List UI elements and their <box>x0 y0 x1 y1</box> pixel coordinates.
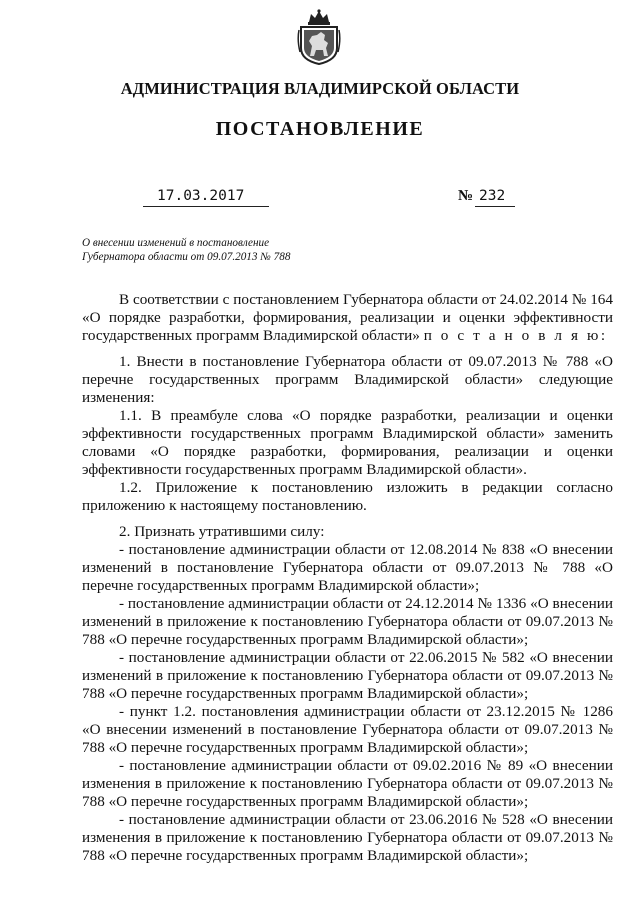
repealed-item: - постановление администрации области от 09.02.2016 № 89 «О внесении изменения в приложение к постановлению Губернатора области от 09.07.2013 № 788 «О перечне государственных программ Владимирской области»; <box>82 757 613 810</box>
repealed-item: - постановление администрации области от 22.06.2015 № 582 «О внесении изменений в приложение к постановлению Губернатора области от 09.07.2013 № 788 «О перечне государственных программ Владимирской области»; <box>82 649 613 702</box>
subject-line-2: Губернатора области от 09.07.2013 № 788 <box>82 251 291 263</box>
coat-of-arms-icon <box>297 8 341 66</box>
organization-title: АДМИНИСТРАЦИЯ ВЛАДИМИРСКОЙ ОБЛАСТИ <box>120 79 520 98</box>
repealed-item: - постановление администрации области от 24.12.2014 № 1336 «О внесении изменений в приложение к постановлению Губернатора области от 09.07.2013 № 788 «О перечне государственных программ Владимирской области»; <box>82 595 613 648</box>
item-1-2: 1.2. Приложение к постановлению изложить в редакции согласно приложению к настоящему постановлению. <box>82 479 613 514</box>
item-2: 2. Признать утратившими силу: <box>119 523 325 540</box>
document-body <box>82 291 613 865</box>
decree-word: п о с т а н о в л я ю: <box>423 327 608 344</box>
document-type-title: ПОСТАНОВЛЕНИЕ <box>215 118 425 140</box>
item-1: 1. Внести в постановление Губернатора области от 09.07.2013 № 788 «О перечне государственных программ Владимирской области» следующие изменения: <box>82 353 613 406</box>
repealed-item: - пункт 1.2. постановления администрации области от 23.12.2015 № 1286 «О внесении изменений в постановление Губернатора области от 09.07.2013 № 788 «О перечне государственных программ Владимирской области»; <box>82 703 613 756</box>
item-1-1: 1.1. В преамбуле слова «О порядке разработки, реализации и оценки эффективности государственных программ Владимирской области» заменить словами «О порядке разработки, формирования, реализации и оценки эффективности государственных программ Владимирской области». <box>82 407 613 478</box>
repealed-item: - постановление администрации области от 12.08.2014 № 838 «О внесении изменений в постановление Губернатора области от 09.07.2013 № 788 «О перечне государственных программ Владимирской области»; <box>82 541 613 594</box>
document-subject <box>82 236 382 264</box>
number-label: № <box>458 188 474 204</box>
preamble-text: В соответствии с постановлением Губернатора области от 24.02.2014 № 164 «О порядке разработки, формирования, реализации и оценки эффективности государственных программ Владимирской области» <box>82 291 613 344</box>
repealed-item: - постановление администрации области от 23.06.2016 № 528 «О внесении изменения в приложение к постановлению Губернатора области от 09.07.2013 № 788 «О перечне государственных программ Владимирской области»; <box>82 811 613 864</box>
preamble-paragraph <box>82 291 613 345</box>
document-date: 17.03.2017 <box>143 188 269 207</box>
document-number: 232 <box>475 188 515 207</box>
subject-line-1: О внесении изменений в постановление <box>82 237 270 249</box>
